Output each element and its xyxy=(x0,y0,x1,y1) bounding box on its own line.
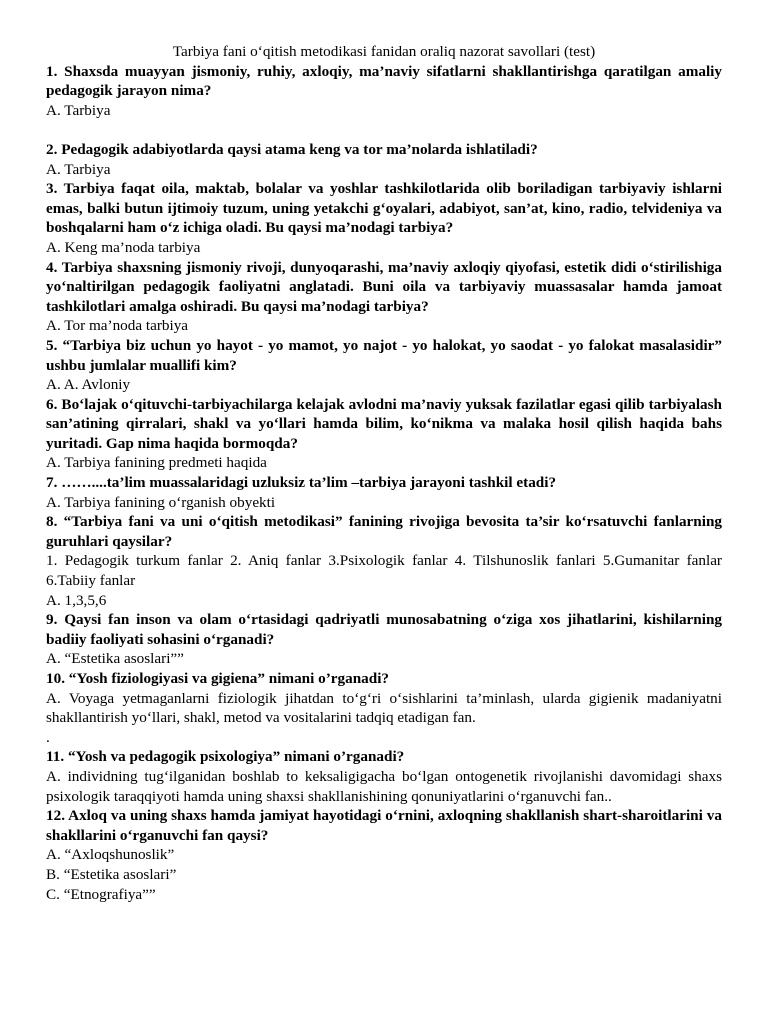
answer-4: A. Tor ma’noda tarbiya xyxy=(46,317,189,335)
question-2: 2. Pedagogik adabiyotlarda qaysi atama keng va tor ma’nolarda ishlatiladi? xyxy=(46,140,538,158)
question-11 xyxy=(46,747,722,767)
answer-9: A. “Estetika asoslari”” xyxy=(46,650,184,668)
option-a-12: A. “Axloqshunoslik” xyxy=(46,846,175,864)
question-8: 8. “Tarbiya fani va uni o‘qitish metodikasi” fanining rivojiga bevosita ta’sir ko‘rsatuvchi fanlarning guruhlari qaysilar? xyxy=(46,513,722,550)
question-9 xyxy=(46,610,722,649)
question-number: 10 xyxy=(46,670,62,687)
question-10 xyxy=(46,669,722,689)
answer-7: A. Tarbiya fanining o‘rganish obyekti xyxy=(46,493,276,511)
answer-11: A. individning tug‘ilganidan boshlab to keksaligigacha bo‘lgan ontogenetik rivojlanishi davomidagi shaxs psixologik taraqqiyoti hamda uning shaxsi shakllanishining qonuniyatlarini o‘rganuvchi fan.. xyxy=(46,767,722,805)
blank-line xyxy=(46,120,722,140)
question-12 xyxy=(46,806,722,845)
question-7: 7. ……....ta’lim muassalaridagi uzluksiz ta’lim –tarbiya jarayoni tashkil etadi? xyxy=(46,474,557,492)
question-text: . “Yosh fiziologiyasi va gigiena” nimani o’rganadi? xyxy=(61,670,390,687)
document-title: Tarbiya fani o‘qitish metodikasi fanidan oraliq nazorat savollari (test) xyxy=(172,43,596,60)
answer-10: A. Voyaga yetmaganlarni fiziologik jihatdan to‘g‘ri o‘sishlarini ta’minlash, ularda gigienik madaniyatni shakllantirish yo‘llari, shakl, metod va vositalarini tadqiq etadigan fan. xyxy=(46,689,722,727)
answer-3: A. Keng ma’noda tarbiya xyxy=(46,238,201,256)
question-1: 1. Shaxsda muayyan jismoniy, ruhiy, axloqiy, ma’naviy sifatlarni shakllantirishga qaratilgan amaliy pedagogik jarayon nima? xyxy=(46,62,722,100)
question-number: 11 xyxy=(46,748,61,766)
question-text: . Axloq va uning shaxs hamda jamiyat hayotidagi o‘rnini, axloqning shakllanish shart-sharoitlarini va shakllarini o‘rganuvchi fan qaysi? xyxy=(46,807,722,844)
options-8: 1. Pedagogik turkum fanlar 2. Aniq fanlar 3.Psixologik fanlar 4. Tilshunoslik fanlari 5.Gumanitar fanlar 6.Tabiiy fanlar xyxy=(46,552,722,590)
answer-6: A. Tarbiya fanining predmeti haqida xyxy=(46,454,267,472)
option-c-12: C. “Etnografiya”” xyxy=(46,885,156,903)
question-number: 12 xyxy=(46,807,62,825)
question-text: . “Yosh va pedagogik psixologiya” nimani o’rganadi? xyxy=(60,748,405,766)
answer-1: A. Tarbiya xyxy=(46,101,111,119)
stray-dot: . xyxy=(46,728,50,746)
question-5: 5. “Tarbiya biz uchun yo hayot - yo mamot, yo najot - yo halokat, yo saodat - yo falokat masalasidir” ushbu jumlalar muallifi kim? xyxy=(46,336,722,374)
option-b-12: B. “Estetika asoslari” xyxy=(46,865,177,883)
answer-8: A. 1,3,5,6 xyxy=(46,591,107,609)
question-6: 6. Bo‘lajak o‘qituvchi-tarbiyachilarga kelajak avlodni ma’naviy yuksak fazilatlar egasi qilib tarbiyalash san’atining qirralari, shakl va yo‘llari hamda bilim, ko‘nikma va malaka hosil qilish haqida bahs yuritadi. Gap nima haqida bormoqda? xyxy=(46,395,722,452)
question-3: 3. Tarbiya faqat oila, maktab, bolalar va yoshlar tashkilotlarida olib boriladigan tarbiyaviy ishlarni emas, balki butun ijtimoiy tuzum, uning yetakchi g‘oyalari, adabiyot, san’at, kino, radio, telvideniya va boshqalarni ham o‘z ichiga oladi. Bu qaysi ma’nodagi tarbiya? xyxy=(46,180,722,237)
question-number: 9 xyxy=(46,611,54,629)
answer-5: A. A. Avloniy xyxy=(46,376,131,394)
question-text: . Qaysi fan inson va olam o‘rtasidagi qadriyatli munosabatning o‘ziga xos jihatlarini, kishilarning badiiy faoliyati sohasini o‘rganadi? xyxy=(46,611,722,648)
answer-2: A. Tarbiya xyxy=(46,160,111,178)
question-4: 4. Tarbiya shaxsning jismoniy rivoji, dunyoqarashi, ma’naviy axloqiy qiyofasi, estetik didi o‘stirilishiga yo‘naltirilgan pedagogik faoliyatni anglatadi. Buni oila va tarbiyaviy muassasalar hamda jamoat tashkilotlari amalga oshiradi. Bu qaysi ma’nodagi tarbiya? xyxy=(46,258,722,315)
